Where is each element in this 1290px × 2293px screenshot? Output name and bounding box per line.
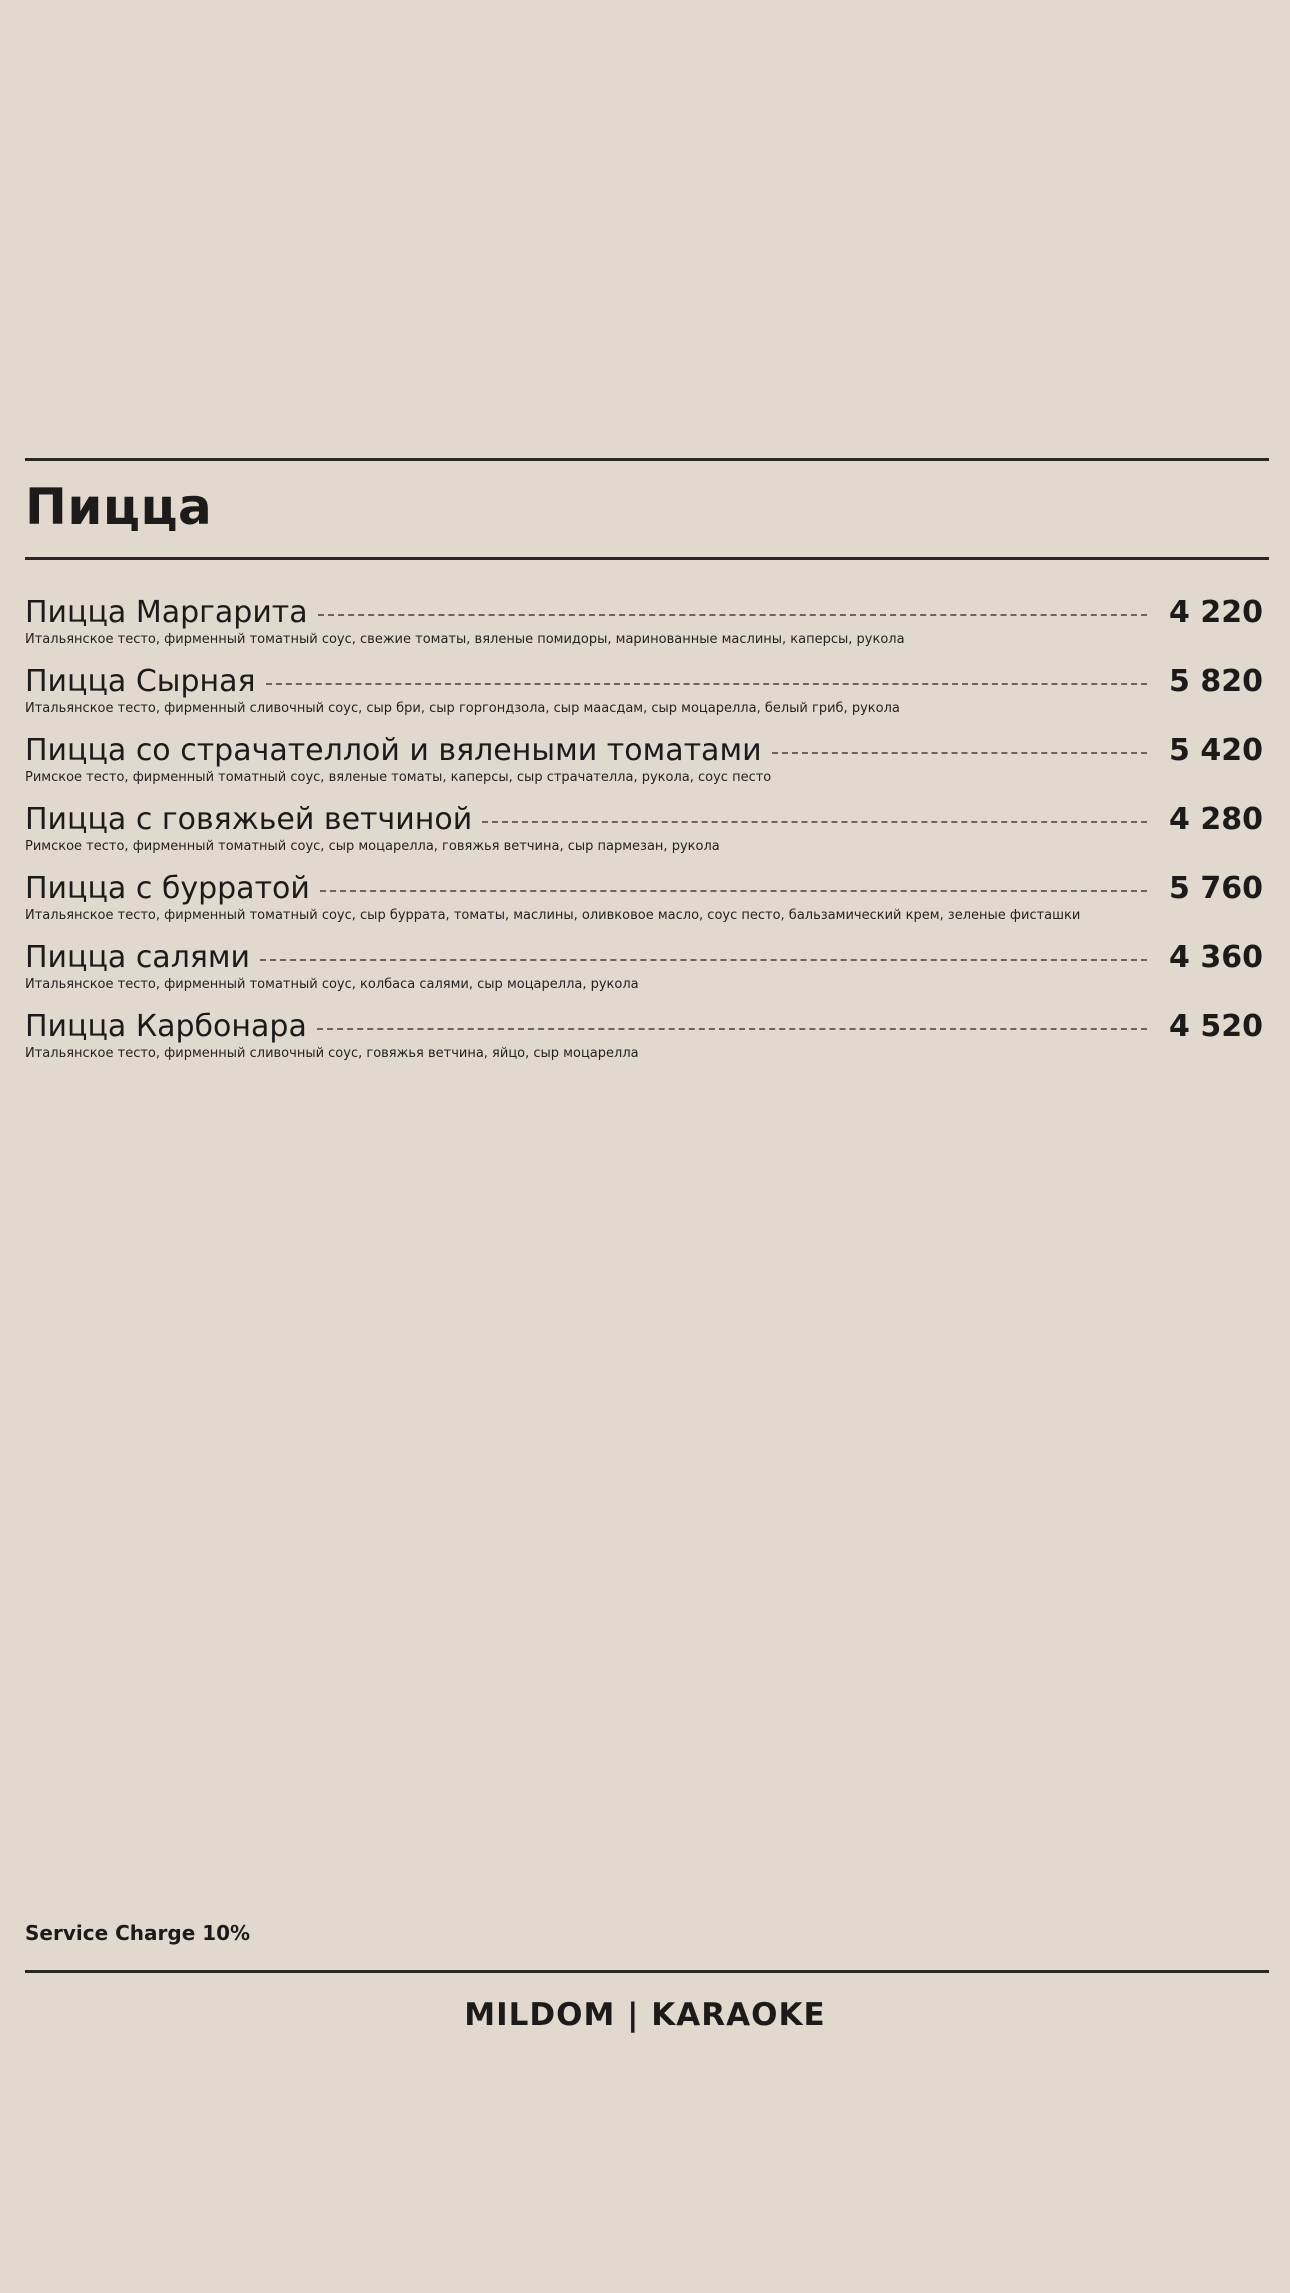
menu-item-row — [25, 661, 1269, 703]
menu-list — [25, 592, 1269, 1075]
dotted-leader — [260, 959, 1147, 961]
menu-item — [25, 937, 1269, 1006]
menu-item-description: Итальянское тесто, фирменный сливочный соус, сыр бри, сыр горгондзола, сыр маасдам, сыр моцарелла, белый гриб, рукола — [25, 701, 900, 716]
menu-item — [25, 1006, 1269, 1075]
menu-item-price: 5 820 — [1169, 664, 1263, 699]
menu-item-price: 5 760 — [1169, 871, 1263, 906]
dotted-leader — [482, 821, 1147, 823]
menu-item-price: 4 360 — [1169, 940, 1263, 975]
menu-item-price: 5 420 — [1169, 733, 1263, 768]
menu-item-name: Пицца со страчателлой и вялеными томатами — [25, 733, 762, 768]
menu-item-row — [25, 730, 1269, 772]
menu-item — [25, 730, 1269, 799]
section-top-divider — [25, 458, 1269, 461]
menu-item-description: Итальянское тесто, фирменный томатный соус, колбаса салями, сыр моцарелла, рукола — [25, 977, 639, 992]
menu-item-row — [25, 592, 1269, 634]
menu-item-price: 4 280 — [1169, 802, 1263, 837]
menu-item-row — [25, 799, 1269, 841]
footer-divider — [25, 1970, 1269, 1973]
menu-item-price: 4 220 — [1169, 595, 1263, 630]
menu-item-row — [25, 1006, 1269, 1048]
dotted-leader — [320, 890, 1147, 892]
menu-item-name: Пицца Сырная — [25, 664, 256, 699]
menu-item-name: Пицца Маргарита — [25, 595, 308, 630]
menu-item — [25, 799, 1269, 868]
dotted-leader — [266, 683, 1147, 685]
menu-item-name: Пицца Карбонара — [25, 1009, 307, 1044]
menu-item-name: Пицца салями — [25, 940, 251, 975]
menu-item — [25, 868, 1269, 937]
menu-item-name: Пицца с говяжьей ветчиной — [25, 802, 473, 837]
menu-item-description: Итальянское тесто, фирменный томатный соус, сыр буррата, томаты, маслины, оливковое масло, соус песто, бальзамический крем, зеленые фисташки — [25, 908, 1081, 923]
section-title-divider — [25, 557, 1269, 560]
menu-item-description: Итальянское тесто, фирменный томатный соус, свежие томаты, вяленые помидоры, маринованные маслины, каперсы, рукола — [25, 632, 905, 647]
menu-item-description: Римское тесто, фирменный томатный соус, вяленые томаты, каперсы, сыр страчателла, рукола, соус песто — [25, 770, 772, 785]
dotted-leader — [317, 1028, 1147, 1030]
menu-item — [25, 661, 1269, 730]
service-charge-note: Service Charge 10% — [25, 1921, 251, 1945]
menu-item — [25, 592, 1269, 661]
section-title: Пицца — [25, 478, 213, 536]
brand-logo-text: MILDOM | KARAOKE — [464, 1997, 826, 2033]
menu-item-description: Итальянское тесто, фирменный сливочный соус, говяжья ветчина, яйцо, сыр моцарелла — [25, 1046, 639, 1061]
menu-item-name: Пицца с бурратой — [25, 871, 310, 906]
menu-item-price: 4 520 — [1169, 1009, 1263, 1044]
dotted-leader — [772, 752, 1147, 754]
menu-item-description: Римское тесто, фирменный томатный соус, сыр моцарелла, говяжья ветчина, сыр пармезан, рукола — [25, 839, 720, 854]
menu-item-row — [25, 868, 1269, 910]
dotted-leader — [318, 614, 1147, 616]
menu-item-row — [25, 937, 1269, 979]
